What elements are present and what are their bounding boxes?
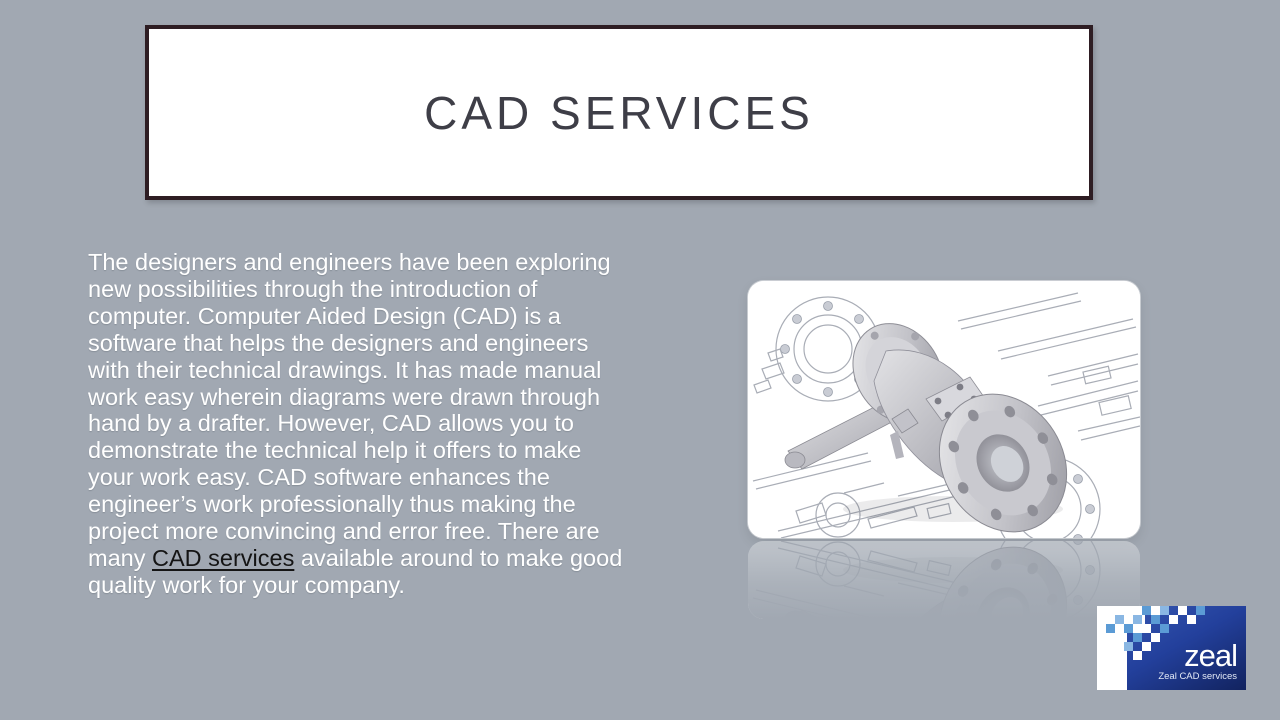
zeal-logo-icon — [1097, 606, 1246, 690]
body-line: hand by a drafter. However, CAD allows you to — [88, 410, 574, 437]
body-line: quality work for your company. — [88, 571, 405, 598]
body-line: engineer’s work professionally thus making the — [88, 491, 576, 518]
logo-tagline-text: Zeal CAD services — [1158, 671, 1237, 682]
valve-illustration-icon — [748, 281, 1140, 538]
zeal-logo — [1097, 606, 1246, 690]
body-line: The designers and engineers have been exploring — [88, 249, 611, 275]
slide-title: CAD SERVICES — [424, 86, 814, 139]
logo-brand-text: zeal — [1184, 638, 1237, 673]
valve-image-reflection — [748, 541, 1140, 619]
body-line: demonstrate the technical help it offers to make — [88, 437, 582, 464]
body-line: your work easy. CAD software enhances the — [88, 464, 550, 491]
link-line-post: available around to make good — [294, 544, 623, 571]
body-line: work easy wherein diagrams were drawn through — [88, 383, 601, 410]
body-line: new possibilities through the introduction of — [88, 275, 538, 302]
body-line: software that helps the designers and engineers — [88, 329, 589, 356]
body-paragraph — [88, 249, 708, 599]
cad-services-link[interactable]: CAD services — [152, 544, 295, 571]
body-line: computer. Computer Aided Design (CAD) is a — [88, 302, 561, 329]
link-line-pre: many — [88, 544, 152, 571]
valve-image — [748, 281, 1140, 538]
body-line-with-link — [88, 545, 708, 572]
body-line: project more convincing and error free. There are — [88, 518, 600, 545]
title-box — [145, 25, 1093, 200]
body-line: with their technical drawings. It has made manual — [88, 356, 602, 383]
valve-reflection-fade — [748, 541, 1140, 619]
